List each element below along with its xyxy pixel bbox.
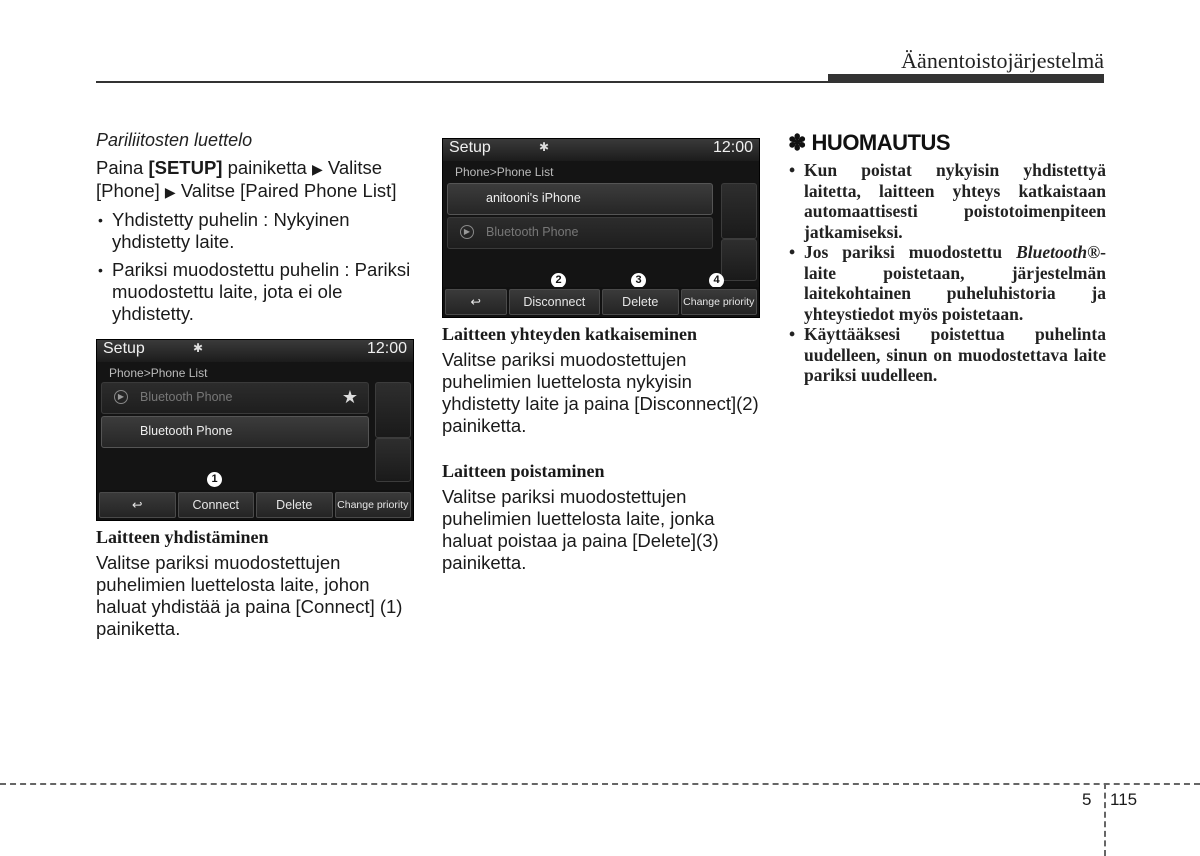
screen-title: Setup <box>449 139 491 156</box>
footer-dashed-line <box>0 783 1200 785</box>
bluetooth-word: Bluetooth <box>1016 242 1088 262</box>
callout-marker-3: 3 <box>631 273 646 288</box>
note-item-1: • Kun poistat nykyisin yhdistettyä laitetta, laitteen yhteys katkaistaan automaattisesti poistotoimenpiteen jatkamiseksi. <box>788 160 1106 242</box>
intro-text-4: Valitse [Paired Phone List] <box>175 180 397 201</box>
phone-row-label: Bluetooth Phone <box>486 225 579 239</box>
bullet-paired: • Pariksi muodostettu puhelin : Pariksi muodostettu laite, jota ei ole yhdistetty. <box>96 259 414 325</box>
header-rule-thick <box>828 74 1104 81</box>
note-item-3: • Käyttääksesi poistettua puhelinta uudelleen, sinun on muodostettava laite pariksi uudelleen. <box>788 324 1106 386</box>
phone-row-label: Bluetooth Phone <box>140 424 233 438</box>
scroll-down[interactable] <box>375 438 411 482</box>
screen-breadcrumb: Phone>Phone List <box>109 366 208 380</box>
phone-row-paired[interactable] <box>101 416 369 448</box>
screen-connect <box>96 339 414 521</box>
section-title: Pariliitosten luettelo <box>96 130 253 150</box>
screen-breadcrumb: Phone>Phone List <box>455 165 554 179</box>
scroll-up[interactable] <box>721 183 757 239</box>
heading-delete: Laitteen poistaminen <box>442 461 605 481</box>
phone-row-label: Bluetooth Phone <box>140 390 233 404</box>
screen-title: Setup <box>103 340 145 357</box>
screen-clock: 12:00 <box>712 139 753 156</box>
bullet-connected: • Yhdistetty puhelin : Nykyinen yhdistetty laite. <box>96 209 414 253</box>
heading-disconnect: Laitteen yhteyden katkaiseminen <box>442 324 698 344</box>
note-item-2-text-c: ®-laite poistetaan, järjestelmän laitekohtainen puheluhistoria ja yhteystiedot myös poistetaan. <box>804 242 1106 324</box>
phone-row-selected[interactable] <box>447 183 713 215</box>
note-column <box>788 130 1106 386</box>
column-middle <box>442 138 760 574</box>
phone-row-label: anitooni's iPhone <box>486 191 581 205</box>
connect-button[interactable]: Connect <box>178 492 255 518</box>
change-priority-button[interactable]: Change priority <box>681 289 758 315</box>
bluetooth-icon: ✱ <box>539 140 550 154</box>
change-priority-button[interactable]: Change priority <box>335 492 412 518</box>
setup-key: [SETUP] <box>148 157 223 178</box>
note-item-2-text-a: Jos pariksi muodostettu <box>804 242 1017 262</box>
delete-button[interactable]: Delete <box>602 289 679 315</box>
screen-clock: 12:00 <box>366 340 407 357</box>
chapter-title: Äänentoistojärjestelmä <box>901 48 1104 73</box>
column-left <box>96 130 414 640</box>
disconnect-paragraph: Valitse pariksi muodostettujen puhelimien luettelosta nykyisin yhdistetty laite ja paina [Disconnect](2) painiketta. <box>442 349 759 436</box>
bluetooth-icon: ✱ <box>193 341 204 355</box>
note-item-2 <box>788 242 1106 324</box>
play-icon: ▶ <box>460 225 474 239</box>
connect-paragraph: Valitse pariksi muodostettujen puhelimien luettelosta laite, johon haluat yhdistää ja paina [Connect] (1) painiketta. <box>96 552 403 639</box>
callout-marker-1: 1 <box>207 472 222 487</box>
screen-disconnect <box>442 138 760 318</box>
back-button[interactable]: ↩ <box>445 289 507 315</box>
play-icon: ▶ <box>114 390 128 404</box>
chapter-number: 5 <box>1082 790 1092 809</box>
screen-button-bar <box>443 287 759 317</box>
callout-marker-2: 2 <box>551 273 566 288</box>
scroll-up[interactable] <box>375 382 411 438</box>
intro-paragraph <box>96 157 414 203</box>
phone-row-paired[interactable] <box>447 217 713 249</box>
disconnect-button[interactable]: Disconnect <box>509 289 600 315</box>
delete-paragraph: Valitse pariksi muodostettujen puhelimien luettelosta laite, jonka haluat poistaa ja paina [Delete](3) painiketta. <box>442 486 719 573</box>
intro-text-2: painiketta <box>222 157 312 178</box>
page-number: 115 <box>1110 790 1138 809</box>
scroll-down[interactable] <box>721 239 757 281</box>
header-rule <box>96 81 1104 83</box>
intro-text-3: Valitse [Phone] <box>96 157 383 201</box>
phone-row-connected[interactable] <box>101 382 369 414</box>
star-icon: ★ <box>341 387 358 407</box>
heading-connect: Laitteen yhdistäminen <box>96 527 269 547</box>
callout-marker-4: 4 <box>709 273 724 288</box>
footer-dashed-divider <box>1104 783 1106 856</box>
screen-button-bar <box>97 490 413 520</box>
intro-text-1: Paina <box>96 157 149 178</box>
delete-button[interactable]: Delete <box>256 492 333 518</box>
arrow-icon: ▶ <box>311 161 323 177</box>
back-button[interactable]: ↩ <box>99 492 176 518</box>
note-title: ✽ HUOMAUTUS <box>788 130 951 155</box>
arrow-icon: ▶ <box>164 184 176 200</box>
